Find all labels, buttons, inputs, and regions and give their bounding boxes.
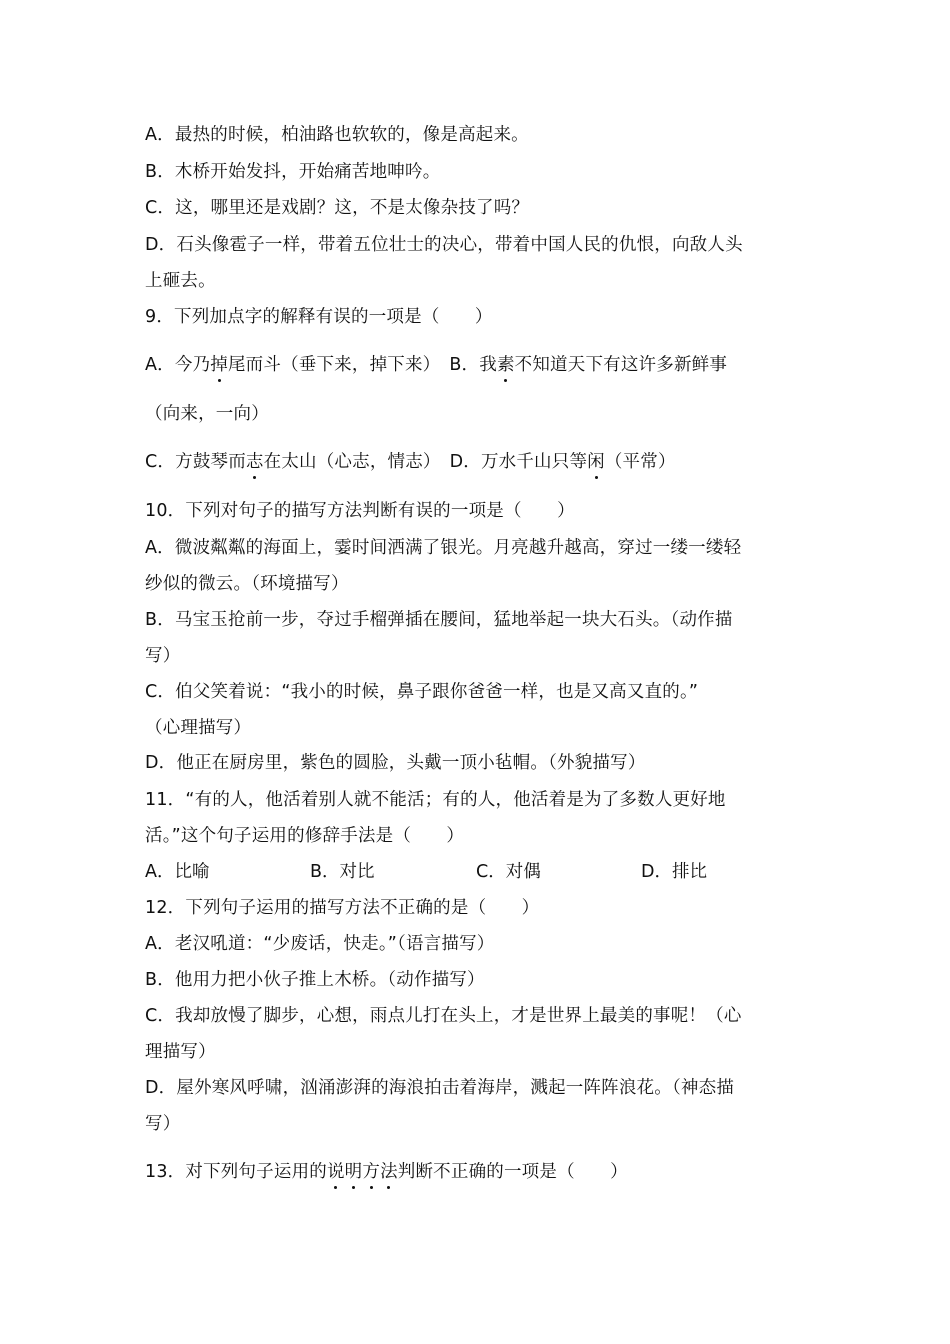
question-8-option-a: A．最热的时候，柏油路也软软的，像是高起来。: [145, 125, 529, 145]
question-11-stem: 11．“有的人，他活着别人就不能活；有的人，他活着是为了多数人更好地: [145, 790, 726, 810]
question-12-option-b: B．他用力把小伙子推上木桥。（动作描写）: [145, 970, 485, 990]
question-12-option-c: C．我却放慢了脚步，心想，雨点儿打在头上，才是世界上最美的事呢！（心: [145, 1006, 742, 1026]
question-10-option-b-cont: 写）: [145, 646, 181, 666]
question-12-option-d: D．屋外寒风呼啸，汹涌澎湃的海浪拍击着海岸，溅起一阵阵浪花。（神态描: [145, 1078, 735, 1098]
stem-text: 判断不正确的一项是（ ）: [397, 1162, 628, 1182]
question-10-option-c-cont: （心理描写）: [145, 718, 252, 738]
option-text: 在太山（心志，情志） D．万水千山只等: [263, 452, 588, 472]
question-10-option-d: D．他正在厨房里，紫色的圆脸，头戴一顶小毡帽。（外貌描写）: [145, 753, 646, 773]
question-12-option-c-cont: 理描写）: [145, 1042, 216, 1062]
question-12-stem: 12．下列句子运用的描写方法不正确的是（ ）: [145, 898, 540, 918]
question-10-stem: 10．下列对句子的描写方法判断有误的一项是（ ）: [145, 501, 575, 521]
option-text: C．方鼓琴而: [145, 452, 246, 472]
question-10-option-b: B．马宝玉抢前一步，夺过手榴弹插在腰间，猛地举起一块大石头。（动作描: [145, 610, 733, 630]
option-text: （平常）: [604, 452, 676, 472]
dotted-character: 方: [362, 1162, 381, 1182]
option-text: A．今乃: [145, 355, 211, 375]
dotted-character: 闲: [587, 452, 605, 472]
dotted-character: 素: [496, 355, 515, 375]
question-9-option-b-cont: （向来，一向）: [145, 404, 269, 424]
question-11-option-a: A．比喻: [145, 862, 210, 882]
question-9-stem: 9．下列加点字的解释有误的一项是（ ）: [145, 307, 493, 327]
dotted-character: 明: [344, 1162, 363, 1182]
dotted-character: 说: [326, 1162, 345, 1182]
question-11-option-b: B．对比: [310, 862, 375, 882]
question-12-option-a: A．老汉吼道：“少废话，快走。”（语言描写）: [145, 934, 495, 954]
question-10-option-a-cont: 纱似的微云。（环境描写）: [145, 574, 349, 594]
dotted-character: 志: [245, 452, 264, 472]
stem-text: 13．对下列句子运用的: [145, 1162, 327, 1182]
dotted-character: 法: [380, 1162, 398, 1182]
question-8-option-c: C．这，哪里还是戏剧？这，不是太像杂技了吗？: [145, 198, 530, 218]
option-text: 尾而斗（垂下来，掉下来） B．我: [227, 355, 497, 375]
question-11-option-d: D．排比: [641, 862, 707, 882]
question-10-option-a: A．微波粼粼的海面上，霎时间洒满了银光。月亮越升越高，穿过一缕一缕轻: [145, 538, 742, 558]
option-text: 不知道天下有这许多新鲜事: [514, 355, 728, 375]
question-11-stem-cont: 活。”这个句子运用的修辞手法是（ ）: [145, 826, 465, 846]
question-8-option-b: B．木桥开始发抖，开始痛苦地呻吟。: [145, 162, 441, 182]
question-11-option-c: C．对偶: [476, 862, 541, 882]
question-10-option-c: C．伯父笑着说：“我小的时候，鼻子跟你爸爸一样，也是又高又直的。”: [145, 682, 699, 702]
question-9-options-cd: [145, 450, 676, 474]
dotted-character: 掉: [210, 355, 228, 375]
question-8-option-d-cont: 上砸去。: [145, 271, 216, 291]
question-13-stem: [145, 1160, 628, 1184]
question-9-options-ab: [145, 353, 727, 377]
question-8-option-d: D．石头像雹子一样，带着五位壮士的决心，带着中国人民的仇恨，向敌人头: [145, 235, 743, 255]
question-12-option-d-cont: 写）: [145, 1114, 181, 1134]
